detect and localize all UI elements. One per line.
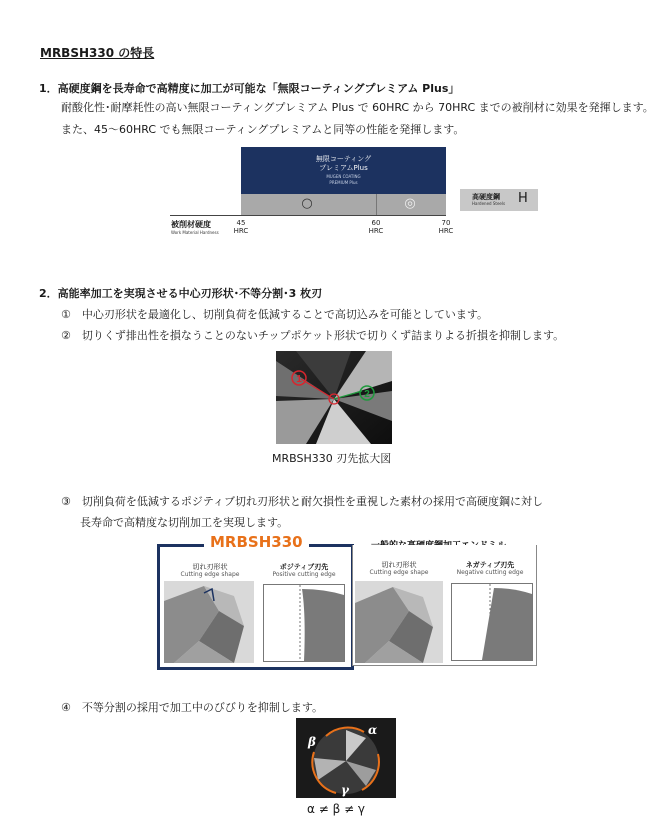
left-edge-shape-label-en: Cutting edge shape <box>180 571 240 578</box>
section1-heading: 1．高硬度鋼を長寿命で高精度に加工が可能な「無限コーティングプレミアム Plus」 <box>39 82 460 95</box>
section2-item4: ④ 不等分割の採用で加工中のびびりを抑制します。 <box>61 701 323 714</box>
negative-edge-label-en: Negative cutting edge <box>456 569 524 576</box>
cutting-edge-caption: MRBSH330 刃先拡大図 <box>272 452 392 465</box>
positive-edge-label-en: Positive cutting edge <box>272 571 336 578</box>
right-tool-image <box>355 581 443 663</box>
unequal-pitch-caption: α ≠ β ≠ γ <box>307 802 366 816</box>
section1-text-line1: 耐酸化性･耐摩耗性の高い無限コーティングプレミアム Plus で 60HRC から 70HRC までの被削材に効果を発揮します。 <box>61 101 654 114</box>
marker-1: 1 <box>296 374 302 385</box>
coating-range-box <box>241 147 446 194</box>
left-tool-image <box>164 581 254 663</box>
coating-name-en2: PREMIUM Plus <box>329 180 358 185</box>
beta-label: β <box>308 735 316 749</box>
coating-name-line2: プレミアムPlus <box>319 164 368 172</box>
cutting-edge-photo <box>276 351 392 444</box>
left-edge-shape-label: 切れ刃形状 <box>192 563 228 571</box>
right-edge-shape-label: 切れ刃形状 <box>381 561 417 569</box>
hardness-axis <box>170 215 446 216</box>
page-title: MRBSH330 の特長 <box>40 46 155 60</box>
negative-edge-diagram <box>451 583 533 661</box>
section2-item1: ① 中心刃形状を最適化し、切削負荷を低減することで高切込みを可能としています。 <box>61 308 488 321</box>
hardened-steel-letter: H <box>518 191 528 206</box>
negative-edge-label: ネガティブ刃先 <box>465 561 515 569</box>
general-comparison-panel <box>352 545 537 666</box>
section2-item2: ② 切りくず排出性を損なうことのないチップポケット形状で切りくず詰まりよる折損を抑制します。 <box>61 329 565 342</box>
right-edge-shape-label-en: Cutting edge shape <box>369 569 429 576</box>
performance-excellent-icon: ◎ <box>404 196 416 211</box>
section1-text-line2: また、45～60HRC でも無限コーティングプレミアムと同等の性能を発揮します。 <box>61 123 465 136</box>
coating-name-en1: MUGEN COATING <box>326 174 361 179</box>
hardness-divider-60 <box>376 194 377 215</box>
coating-name-line1: 無限コーティング <box>315 155 372 163</box>
mrbsh330-title: MRBSH330 <box>204 533 309 551</box>
hardness-axis-label: 被削材硬度 <box>171 220 211 229</box>
mrbsh330-comparison-panel <box>157 533 354 670</box>
hardened-steel-key <box>460 189 538 211</box>
tick-70: 70 HRC <box>438 219 454 235</box>
positive-edge-label: ポジティブ刃先 <box>279 563 329 571</box>
gamma-label: γ <box>341 783 349 797</box>
hardened-steel-label: 高硬度鋼 <box>472 193 500 201</box>
marker-2: 2 <box>364 389 370 400</box>
performance-good-icon: ○ <box>301 196 313 211</box>
tick-45: 45 HRC <box>233 219 249 235</box>
section2-heading: 2．高能率加工を実現させる中心刃形状･不等分割･3 枚刃 <box>39 287 323 300</box>
hardness-axis-label-en: Work Material Hardness <box>171 230 219 235</box>
tick-60: 60 HRC <box>368 219 384 235</box>
hardened-steel-label-en: Hardened Steels <box>472 201 506 206</box>
section2-item3-line2: 長寿命で高精度な切削加工を実現します。 <box>80 516 289 529</box>
unequal-pitch-photo <box>296 718 396 798</box>
alpha-label: α <box>368 723 378 737</box>
positive-edge-diagram <box>263 584 345 662</box>
section2-item3-line1: ③ 切削負荷を低減するポジティブ切れ刃形状と耐欠損性を重視した素材の採用で高硬度鋼に対し <box>61 495 543 508</box>
